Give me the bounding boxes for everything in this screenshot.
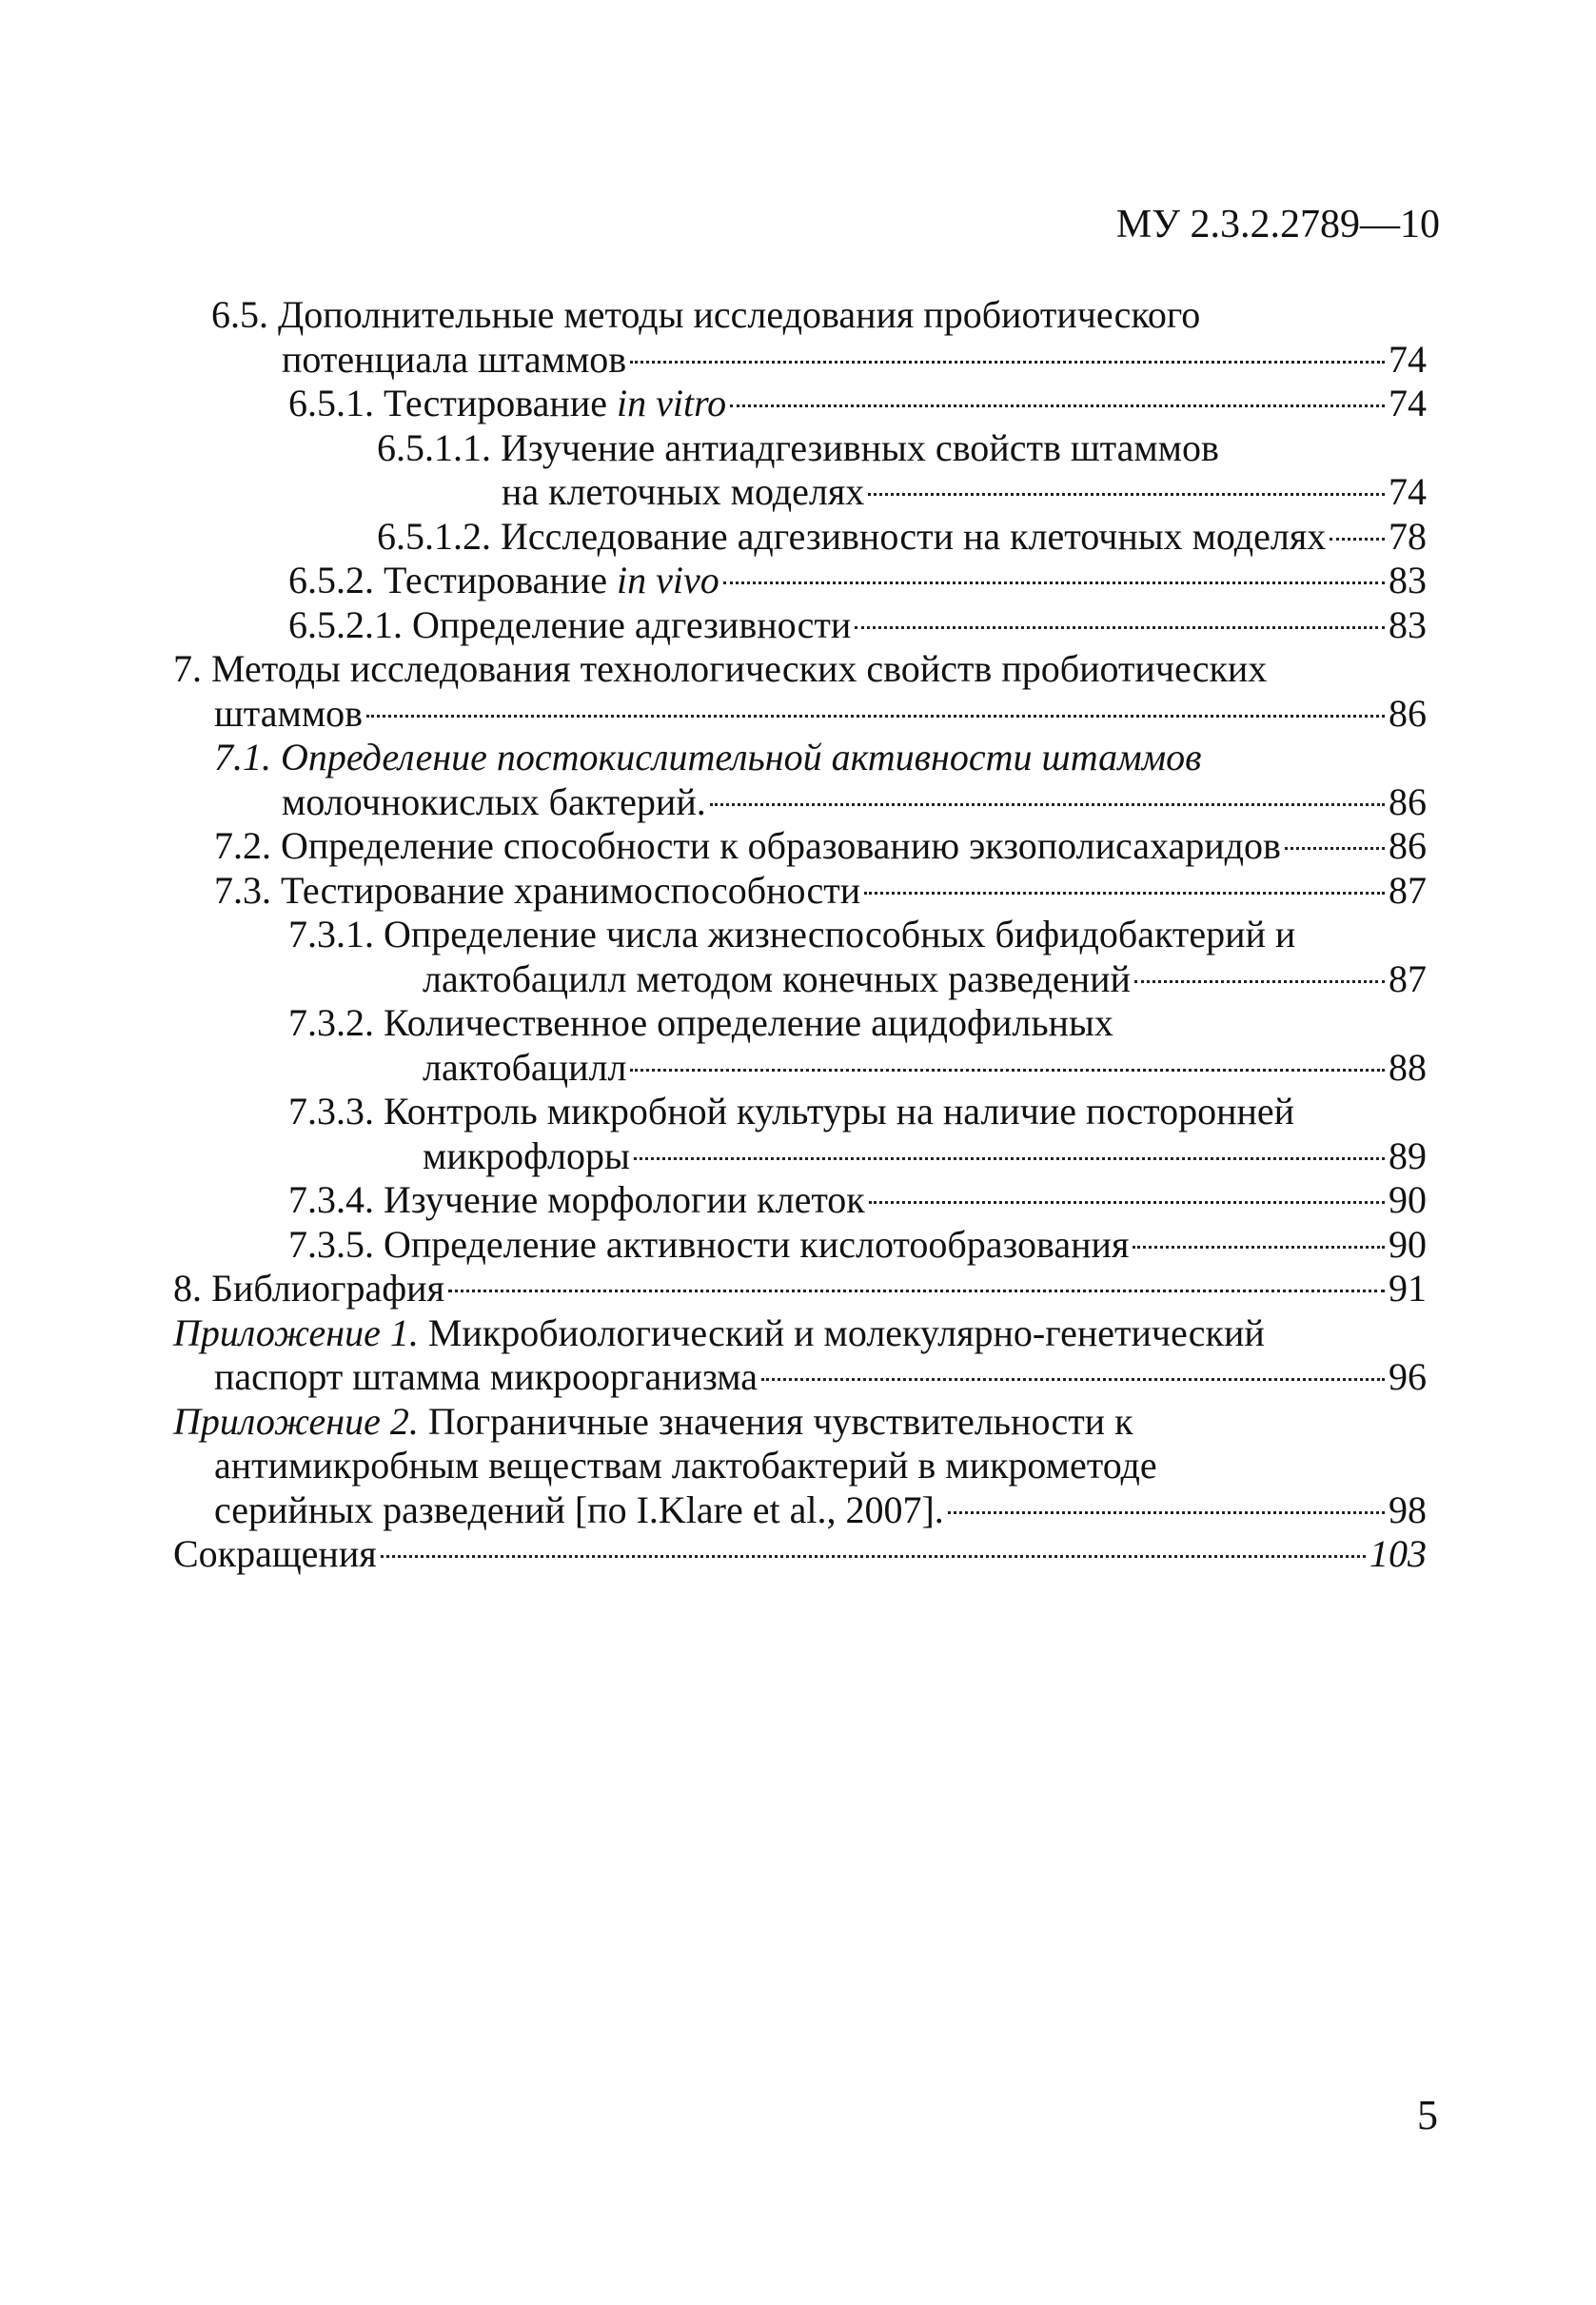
dot-leader <box>634 1157 1385 1160</box>
toc-entry-title: молочнокислых бактерий. <box>282 779 706 823</box>
dot-leader <box>448 1290 1385 1292</box>
toc-page-number: 87 <box>1389 868 1427 912</box>
toc-entry <box>0 913 1596 1001</box>
toc-page-number: 96 <box>1389 1355 1427 1398</box>
dot-leader <box>630 361 1385 364</box>
toc-entry <box>0 1178 1596 1223</box>
toc-entry <box>0 1223 1596 1268</box>
toc-entry <box>0 515 1596 560</box>
toc-page-number: 86 <box>1389 691 1427 735</box>
toc-entry-title: 7.3.3. Контроль микробной культуры на наличие посторонней <box>288 1090 1295 1133</box>
toc-page-number: 90 <box>1389 1178 1427 1221</box>
toc-entry-title: 7.2. Определение способности к образованию экзополисахаридов <box>214 824 1281 867</box>
dot-leader <box>366 715 1385 718</box>
toc-entry-title: Приложение 2. Пограничные значения чувствительности к <box>173 1399 1133 1443</box>
toc-entry-title: 7.3.1. Определение числа жизнеспособных бифидобактерий и <box>288 913 1296 955</box>
toc-page-number: 74 <box>1389 337 1427 381</box>
toc-entry-title: 6.5.2.1. Определение адгезивности <box>288 602 852 646</box>
dot-leader <box>761 1378 1385 1381</box>
toc-entry-title: 7.3. Тестирование хранимоспособности <box>214 868 861 912</box>
toc-entry <box>0 1532 1596 1577</box>
toc-entry-title: 6.5. Дополнительные методы исследования пробиотического <box>211 293 1201 336</box>
toc-entry-title: 6.5.2. Тестирование in vivo <box>288 559 719 601</box>
dot-leader <box>869 1201 1385 1204</box>
dot-leader <box>868 493 1385 496</box>
toc-entry-title: 6.5.1.2. Исследование адгезивности на клеточных моделях <box>377 514 1327 558</box>
toc-entry-title: потенциала штаммов <box>282 337 627 381</box>
toc-page-number: 88 <box>1389 1045 1427 1089</box>
toc-entry-title: лактобацилл <box>423 1045 627 1089</box>
toc-entry <box>0 293 1596 382</box>
dot-leader <box>1134 980 1385 983</box>
toc-page-number: 86 <box>1389 779 1427 823</box>
toc-entry-title: 6.5.1. Тестирование in vitro <box>288 382 727 424</box>
toc-entry <box>0 426 1596 515</box>
toc-entry-title: 7.3.4. Изучение морфологии клеток <box>288 1178 865 1221</box>
dot-leader <box>864 892 1385 895</box>
toc-entry <box>0 869 1596 914</box>
toc-entry <box>0 647 1596 736</box>
toc-page-number: 87 <box>1389 956 1427 1000</box>
toc-page-number: 83 <box>1389 602 1427 646</box>
document-code: МУ 2.3.2.2789—10 <box>1115 203 1440 246</box>
toc-entry-title: микрофлоры <box>423 1133 630 1177</box>
dot-leader <box>855 626 1385 629</box>
toc-page-number: 86 <box>1389 824 1427 867</box>
toc-entry-title: лактобацилл методом конечных разведений <box>423 956 1131 1000</box>
dot-leader <box>710 803 1385 806</box>
toc-entry <box>0 603 1596 648</box>
toc-entry <box>0 559 1596 603</box>
toc-entry-title: 7. Методы исследования технологических свойств пробиотических <box>173 647 1268 690</box>
dot-leader <box>1133 1246 1385 1249</box>
toc-entry-title: на клеточных моделях <box>502 470 865 513</box>
toc-entry <box>0 736 1596 824</box>
toc-entry <box>0 1400 1596 1533</box>
dot-leader <box>730 404 1385 407</box>
dot-leader <box>1285 847 1385 850</box>
page-number: 5 <box>1417 2092 1438 2138</box>
toc-entry <box>0 1267 1596 1311</box>
toc-entry <box>0 1090 1596 1178</box>
toc-entry-title: серийных разведений [по I.Klare et al., 2007]. <box>214 1487 944 1531</box>
toc-page-number: 74 <box>1389 382 1427 424</box>
toc-entry-title: 7.1. Определение постокислительной активности штаммов <box>214 736 1202 778</box>
toc-entry-title: 7.3.5. Определение активности кислотообразования <box>288 1222 1130 1266</box>
dot-leader <box>1330 538 1385 541</box>
toc-entry <box>0 1311 1596 1400</box>
toc-entry-title: паспорт штамма микроорганизма <box>214 1355 759 1398</box>
toc-page-number: 78 <box>1389 514 1427 558</box>
toc-page-number: 91 <box>1389 1267 1427 1310</box>
toc-page-number: 98 <box>1389 1487 1427 1531</box>
table-of-contents <box>0 293 1596 1577</box>
dot-leader <box>381 1555 1366 1558</box>
dot-leader <box>723 581 1385 584</box>
dot-leader <box>630 1069 1385 1072</box>
toc-page-number: 74 <box>1389 470 1427 513</box>
toc-entry-title: антимикробным веществам лактобактерий в микрометоде <box>214 1444 1157 1487</box>
dot-leader <box>948 1511 1385 1514</box>
toc-entry-title: 7.3.2. Количественное определение ацидофильных <box>288 1001 1113 1044</box>
toc-entry-title: Сокращения <box>173 1532 377 1575</box>
toc-entry-title: штаммов <box>214 691 364 735</box>
toc-page-number: 89 <box>1389 1133 1427 1177</box>
toc-entry <box>0 1001 1596 1090</box>
toc-entry <box>0 824 1596 869</box>
toc-page-number: 103 <box>1369 1532 1427 1575</box>
toc-entry-title: Приложение 1. Микробиологический и молекулярно-генетический <box>173 1310 1265 1354</box>
toc-entry-title: 8. Библиография <box>173 1267 444 1310</box>
toc-entry-title: 6.5.1.1. Изучение антиадгезивных свойств штаммов <box>377 425 1219 469</box>
toc-page-number: 83 <box>1389 559 1427 601</box>
toc-page-number: 90 <box>1389 1222 1427 1266</box>
toc-entry <box>0 382 1596 426</box>
